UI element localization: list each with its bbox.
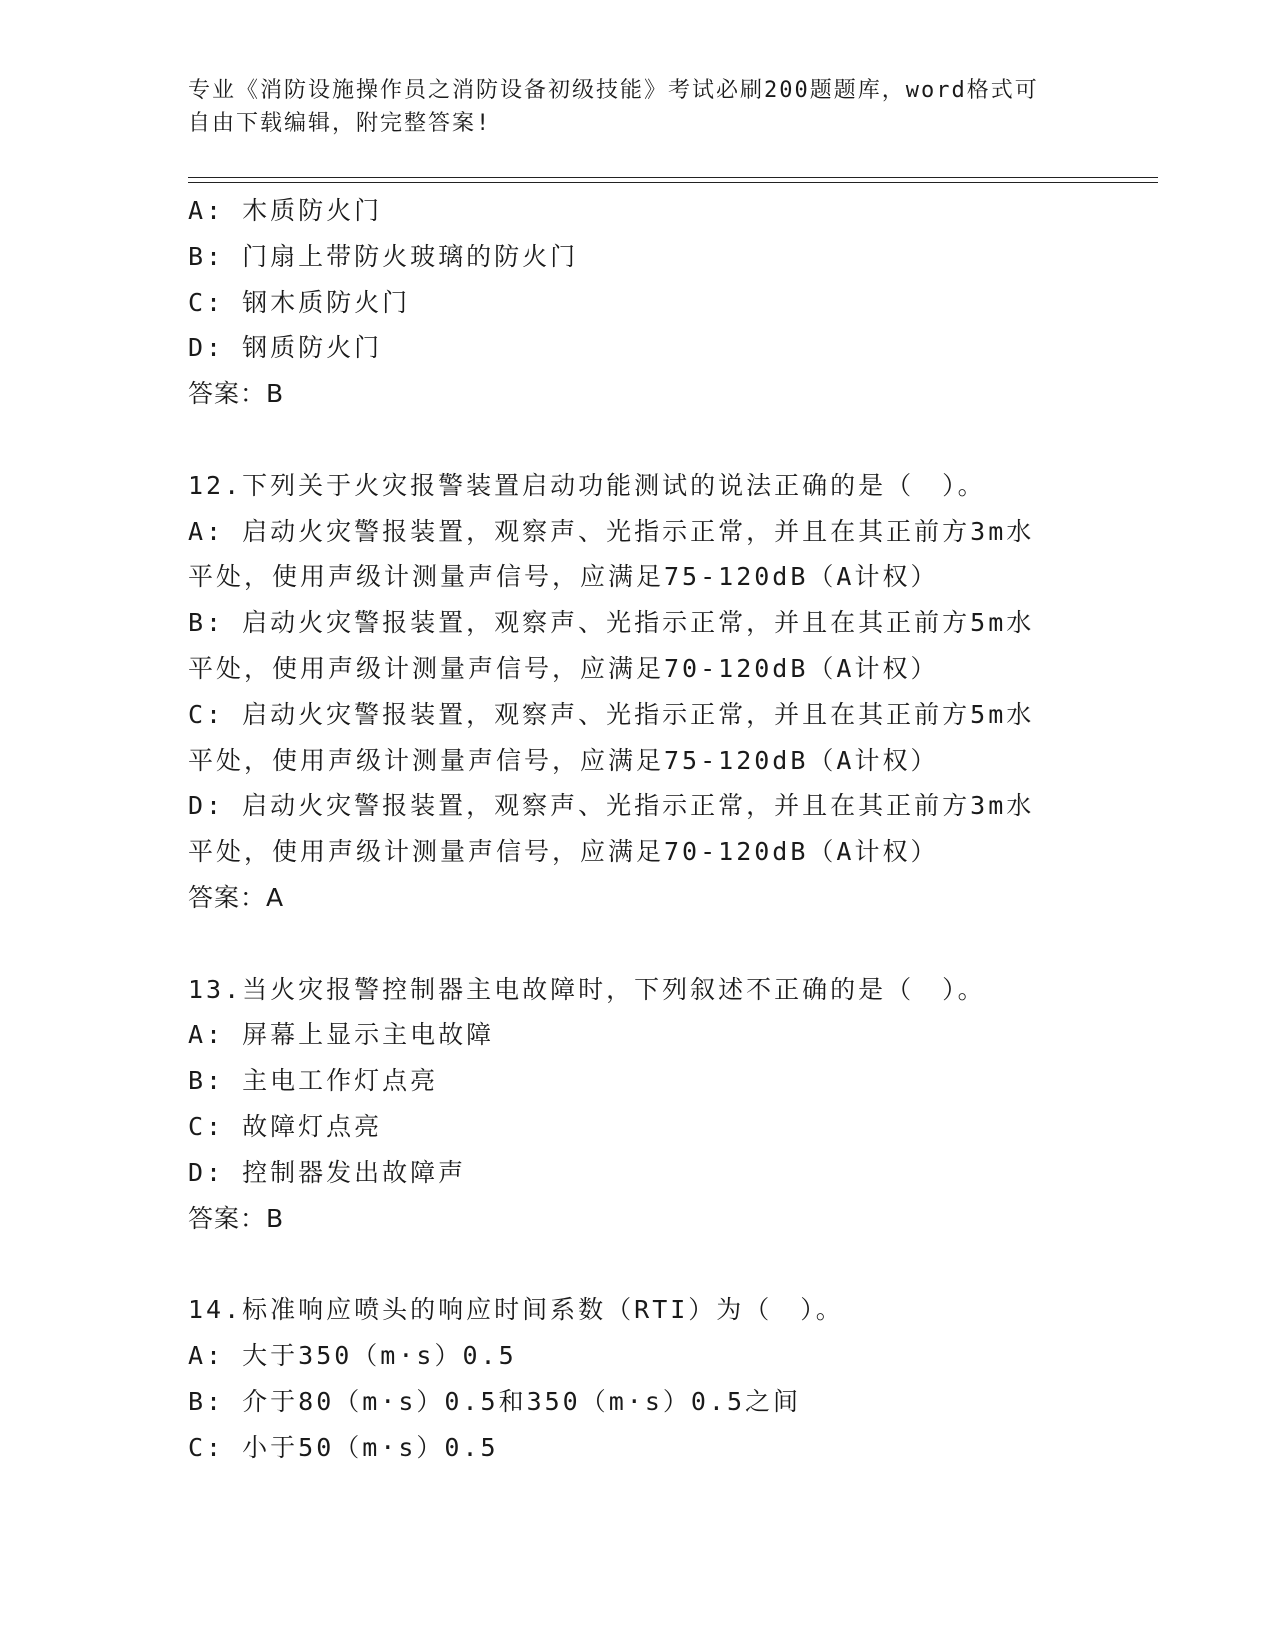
q12-option-d-cont: 平处，使用声级计测量声信号，应满足70-120dB（A计权）	[188, 837, 939, 867]
q13-option-b: B: 主电工作灯点亮	[188, 1066, 439, 1096]
question-11	[188, 188, 1068, 417]
question-list	[188, 188, 1068, 1470]
q14-stem: 14.标准响应喷头的响应时间系数（RTI）为（ ）。	[188, 1295, 844, 1325]
q14-option-c: C: 小于50（m·s）0.5	[188, 1432, 499, 1462]
q13-option-a: A: 屏幕上显示主电故障	[188, 1020, 495, 1050]
q12-option-d: D: 启动火灾警报装置，观察声、光指示正常，并且在其正前方3m水	[188, 791, 1035, 821]
header-divider-bottom	[188, 182, 1158, 183]
question-12	[188, 463, 1068, 921]
q13-option-c: C: 故障灯点亮	[188, 1111, 383, 1141]
q14-option-a: A: 大于350（m·s）0.5	[188, 1340, 517, 1370]
q11-answer: 答案：B	[188, 379, 285, 409]
question-14	[188, 1287, 1068, 1470]
q11-option-d: D: 钢质防火门	[188, 333, 383, 363]
spacer	[188, 417, 1068, 463]
q13-stem: 13.当火灾报警控制器主电故障时，下列叙述不正确的是（ ）。	[188, 974, 986, 1004]
q11-option-a: A: 木质防火门	[188, 196, 383, 225]
header-line-1: 专业《消防设施操作员之消防设备初级技能》考试必刷200题题库，word格式可	[188, 78, 1039, 103]
q13-answer: 答案：B	[188, 1203, 285, 1233]
document-header	[188, 74, 1068, 140]
q12-option-a-cont: 平处，使用声级计测量声信号，应满足75-120dB（A计权）	[188, 562, 939, 592]
q13-option-d: D: 控制器发出故障声	[188, 1157, 467, 1187]
q14-option-b: B: 介于80（m·s）0.5和350（m·s）0.5之间	[188, 1386, 802, 1416]
q12-option-c-cont: 平处，使用声级计测量声信号，应满足75-120dB（A计权）	[188, 745, 939, 775]
q12-answer: 答案：A	[188, 882, 285, 912]
question-13	[188, 967, 1068, 1242]
q12-option-b: B: 启动火灾警报装置，观察声、光指示正常，并且在其正前方5m水	[188, 608, 1035, 638]
q12-option-b-cont: 平处，使用声级计测量声信号，应满足70-120dB（A计权）	[188, 653, 939, 683]
header-line-2: 自由下载编辑，附完整答案!	[188, 111, 492, 136]
spacer	[188, 921, 1068, 967]
q12-option-c: C: 启动火灾警报装置，观察声、光指示正常，并且在其正前方5m水	[188, 699, 1035, 729]
q11-option-c: C: 钢木质防火门	[188, 287, 411, 317]
q11-option-b: B: 门扇上带防火玻璃的防火门	[188, 241, 579, 271]
header-divider-top	[188, 177, 1158, 178]
spacer	[188, 1241, 1068, 1287]
q12-stem: 12.下列关于火灾报警装置启动功能测试的说法正确的是（ ）。	[188, 470, 986, 500]
q12-option-a: A: 启动火灾警报装置，观察声、光指示正常，并且在其正前方3m水	[188, 516, 1035, 546]
